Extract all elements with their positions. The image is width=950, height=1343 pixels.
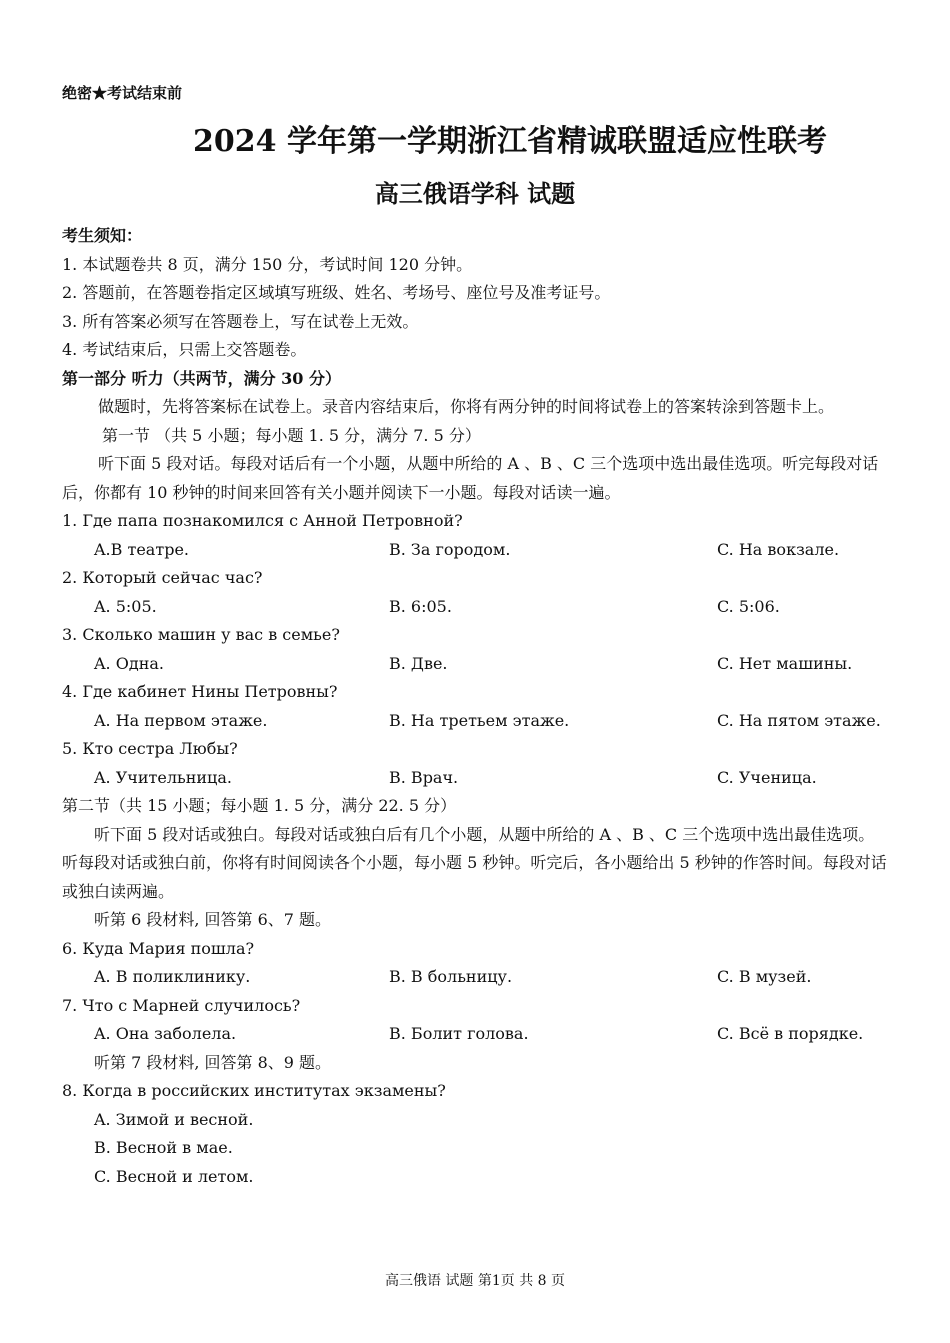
exam-content [62, 222, 888, 1191]
notice-item: 2. 答题前，在答题卷指定区域填写班级、姓名、考场号、座位号及准考证号。 [62, 283, 611, 302]
option-b: B. 6:05. [389, 596, 452, 616]
option-a: A. 5:05. [94, 596, 157, 616]
notice-item: 1. 本试题卷共 8 页，满分 150 分，考试时间 120 分钟。 [62, 254, 473, 274]
question-options [62, 593, 888, 622]
option-b: B. В больницу. [389, 967, 513, 986]
question-text: 4. Где кабинет Нины Петровны? [62, 682, 338, 701]
confidential-label: 绝密★考试结束前 [62, 84, 183, 102]
option-b: B. Две. [389, 653, 448, 673]
exam-subtitle: 高三俄语学科 试题 [374, 179, 576, 208]
section1-heading: 第一节 （共 5 小题；每小题 1. 5 分，满分 7. 5 分） [102, 425, 481, 445]
option-b: B. Болит голова. [389, 1024, 529, 1043]
option-a: A. Одна. [94, 653, 164, 673]
question-options [62, 650, 888, 679]
option-a: A. Учительница. [94, 767, 232, 787]
option-c: C. Весной и летом. [94, 1166, 254, 1186]
option-c: C. Всё в порядке. [717, 1024, 864, 1043]
question-options [62, 963, 888, 992]
section1-instruction: 听下面 5 段对话。每段对话后有一个小题，从题中所给的 A 、B 、C 三个选项中选出最佳选项。听完每段对话后，你都有 10 秒钟的时间来回答有关小题并阅读下一小题。每段对话读一遍。 [62, 454, 879, 502]
option-c: C. На пятом этаже. [717, 710, 881, 730]
option-c: C. 5:06. [717, 596, 780, 616]
section2-instruction: 听下面 5 段对话或独白。每段对话或独白后有几个小题，从题中所给的 A 、B 、C 三个选项中选出最佳选项。听每段对话或独白前，你将有时间阅读各个小题，每小题 5 秒钟。听完后，各小题给出 5 秒钟的作答时间。每段对话或独白读两遍。 [62, 824, 887, 901]
question-options [62, 536, 888, 565]
option-a: A. Она заболела. [94, 1024, 237, 1043]
question-text: 3. Сколько машин у вас в семье? [62, 625, 340, 644]
option-b: B. Врач. [389, 767, 459, 787]
page-footer: 高三俄语 试题 第1页 共 8 页 [384, 1273, 566, 1289]
notice-item: 4. 考试结束后，只需上交答题卷。 [62, 340, 307, 359]
option-a: A. В поликлинику. [94, 967, 251, 986]
material-note: 听第 6 段材料, 回答第 6、7 题。 [94, 910, 332, 929]
question-text: 6. Куда Мария пошла? [62, 938, 255, 958]
option-a: A. На первом этаже. [94, 710, 268, 730]
question-text: 2. Который сейчас час? [62, 568, 263, 587]
option-b: B. Весной в мае. [94, 1138, 233, 1157]
option-c: C. Ученица. [717, 767, 817, 787]
question-options [62, 707, 888, 736]
question-text: 5. Кто сестра Любы? [62, 739, 238, 758]
part1-heading: 第一部分 听力（共两节，满分 30 分） [62, 368, 341, 388]
notice-item: 3. 所有答案必须写在答题卷上，写在试卷上无效。 [62, 311, 419, 331]
notice-heading: 考生须知： [62, 226, 143, 245]
option-b: B. На третьем этаже. [389, 710, 570, 730]
question-options [62, 1020, 888, 1049]
section2-heading: 第二节（共 15 小题；每小题 1. 5 分，满分 22. 5 分） [62, 796, 457, 815]
material-note: 听第 7 段材料, 回答第 8、9 题。 [94, 1052, 332, 1072]
option-c: C. Нет машины. [717, 653, 853, 673]
question-options [62, 764, 888, 793]
option-a: A. Зимой и весной. [94, 1109, 254, 1129]
question-text: 7. Что с Марней случилось? [62, 995, 301, 1015]
option-c: C. На вокзале. [717, 539, 840, 559]
option-a: A.В театре. [94, 539, 189, 559]
question-text: 1. Где папа познакомился с Анной Петровной? [62, 511, 463, 530]
option-b: B. За городом. [389, 539, 511, 559]
exam-title: 2024 学年第一学期浙江省精诚联盟适应性联考 [193, 124, 827, 159]
part1-instruction: 做题时，先将答案标在试卷上。录音内容结束后，你将有两分钟的时间将试卷上的答案转涂到答题卡上。 [98, 397, 835, 416]
option-c: C. В музей. [717, 967, 812, 986]
question-text: 8. Когда в российских институтах экзамены? [62, 1081, 446, 1100]
